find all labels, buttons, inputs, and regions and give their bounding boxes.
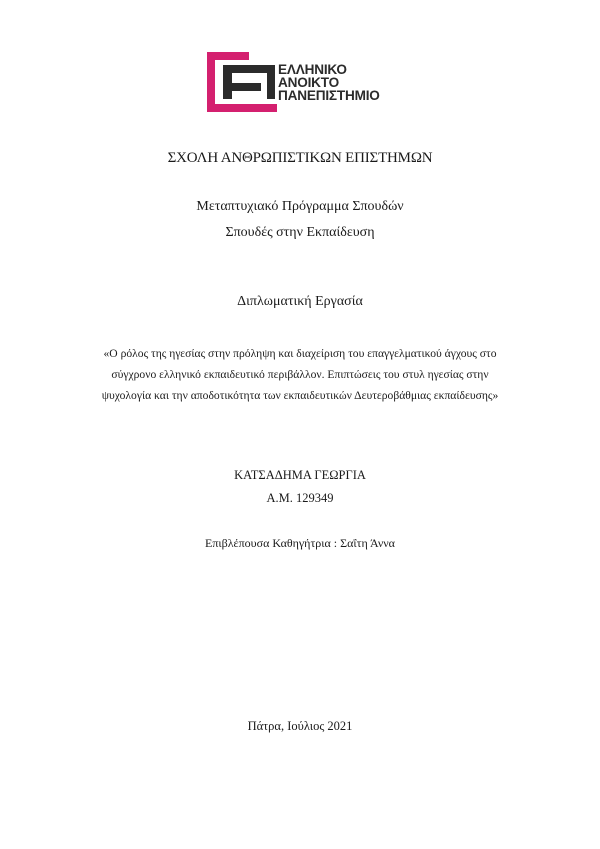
thesis-title-line-2: σύγχρονο ελληνικό εκπαιδευτικό περιβάλλον. Επιπτώσεις του στυλ ηγεσίας στην xyxy=(111,368,489,381)
university-logo xyxy=(205,50,405,114)
specialization-name: Σπουδές στην Εκπαίδευση xyxy=(225,225,375,240)
logo-line-2: ΑΝΟΙΚΤΟ xyxy=(278,75,340,90)
student-id: Α.Μ. 129349 xyxy=(266,491,334,505)
thesis-title-line-3: ψυχολογία και την αποδοτικότητα των εκπαιδευτικών Δευτεροβάθμιας εκπαίδευσης» xyxy=(101,389,499,402)
logo-line-3: ΠΑΝΕΠΙΣΤΗΜΙΟ xyxy=(278,88,380,103)
program-name: Μεταπτυχιακό Πρόγραμμα Σπουδών xyxy=(196,199,404,214)
university-logo-text xyxy=(278,63,380,102)
logo-line-1: ΕΛΛΗΝΙΚΟ xyxy=(278,62,347,77)
author-name: ΚΑΤΣΑΔΗΜΑ ΓΕΩΡΓΙΑ xyxy=(234,468,366,482)
university-logo-mark xyxy=(205,50,279,114)
school-name: ΣΧΟΛΗ ΑΝΘΡΩΠΙΣΤΙΚΩΝ ΕΠΙΣΤΗΜΩΝ xyxy=(167,150,433,166)
thesis-title xyxy=(80,343,520,406)
thesis-type: Διπλωματική Εργασία xyxy=(237,294,363,309)
place-date: Πάτρα, Ιούλιος 2021 xyxy=(247,719,353,733)
supervisor: Επιβλέπουσα Καθηγήτρια : Σαΐτη Άννα xyxy=(205,536,395,550)
thesis-title-line-1: «Ο ρόλος της ηγεσίας στην πρόληψη και διαχείριση του επαγγελματικού άγχους στο xyxy=(103,347,497,360)
